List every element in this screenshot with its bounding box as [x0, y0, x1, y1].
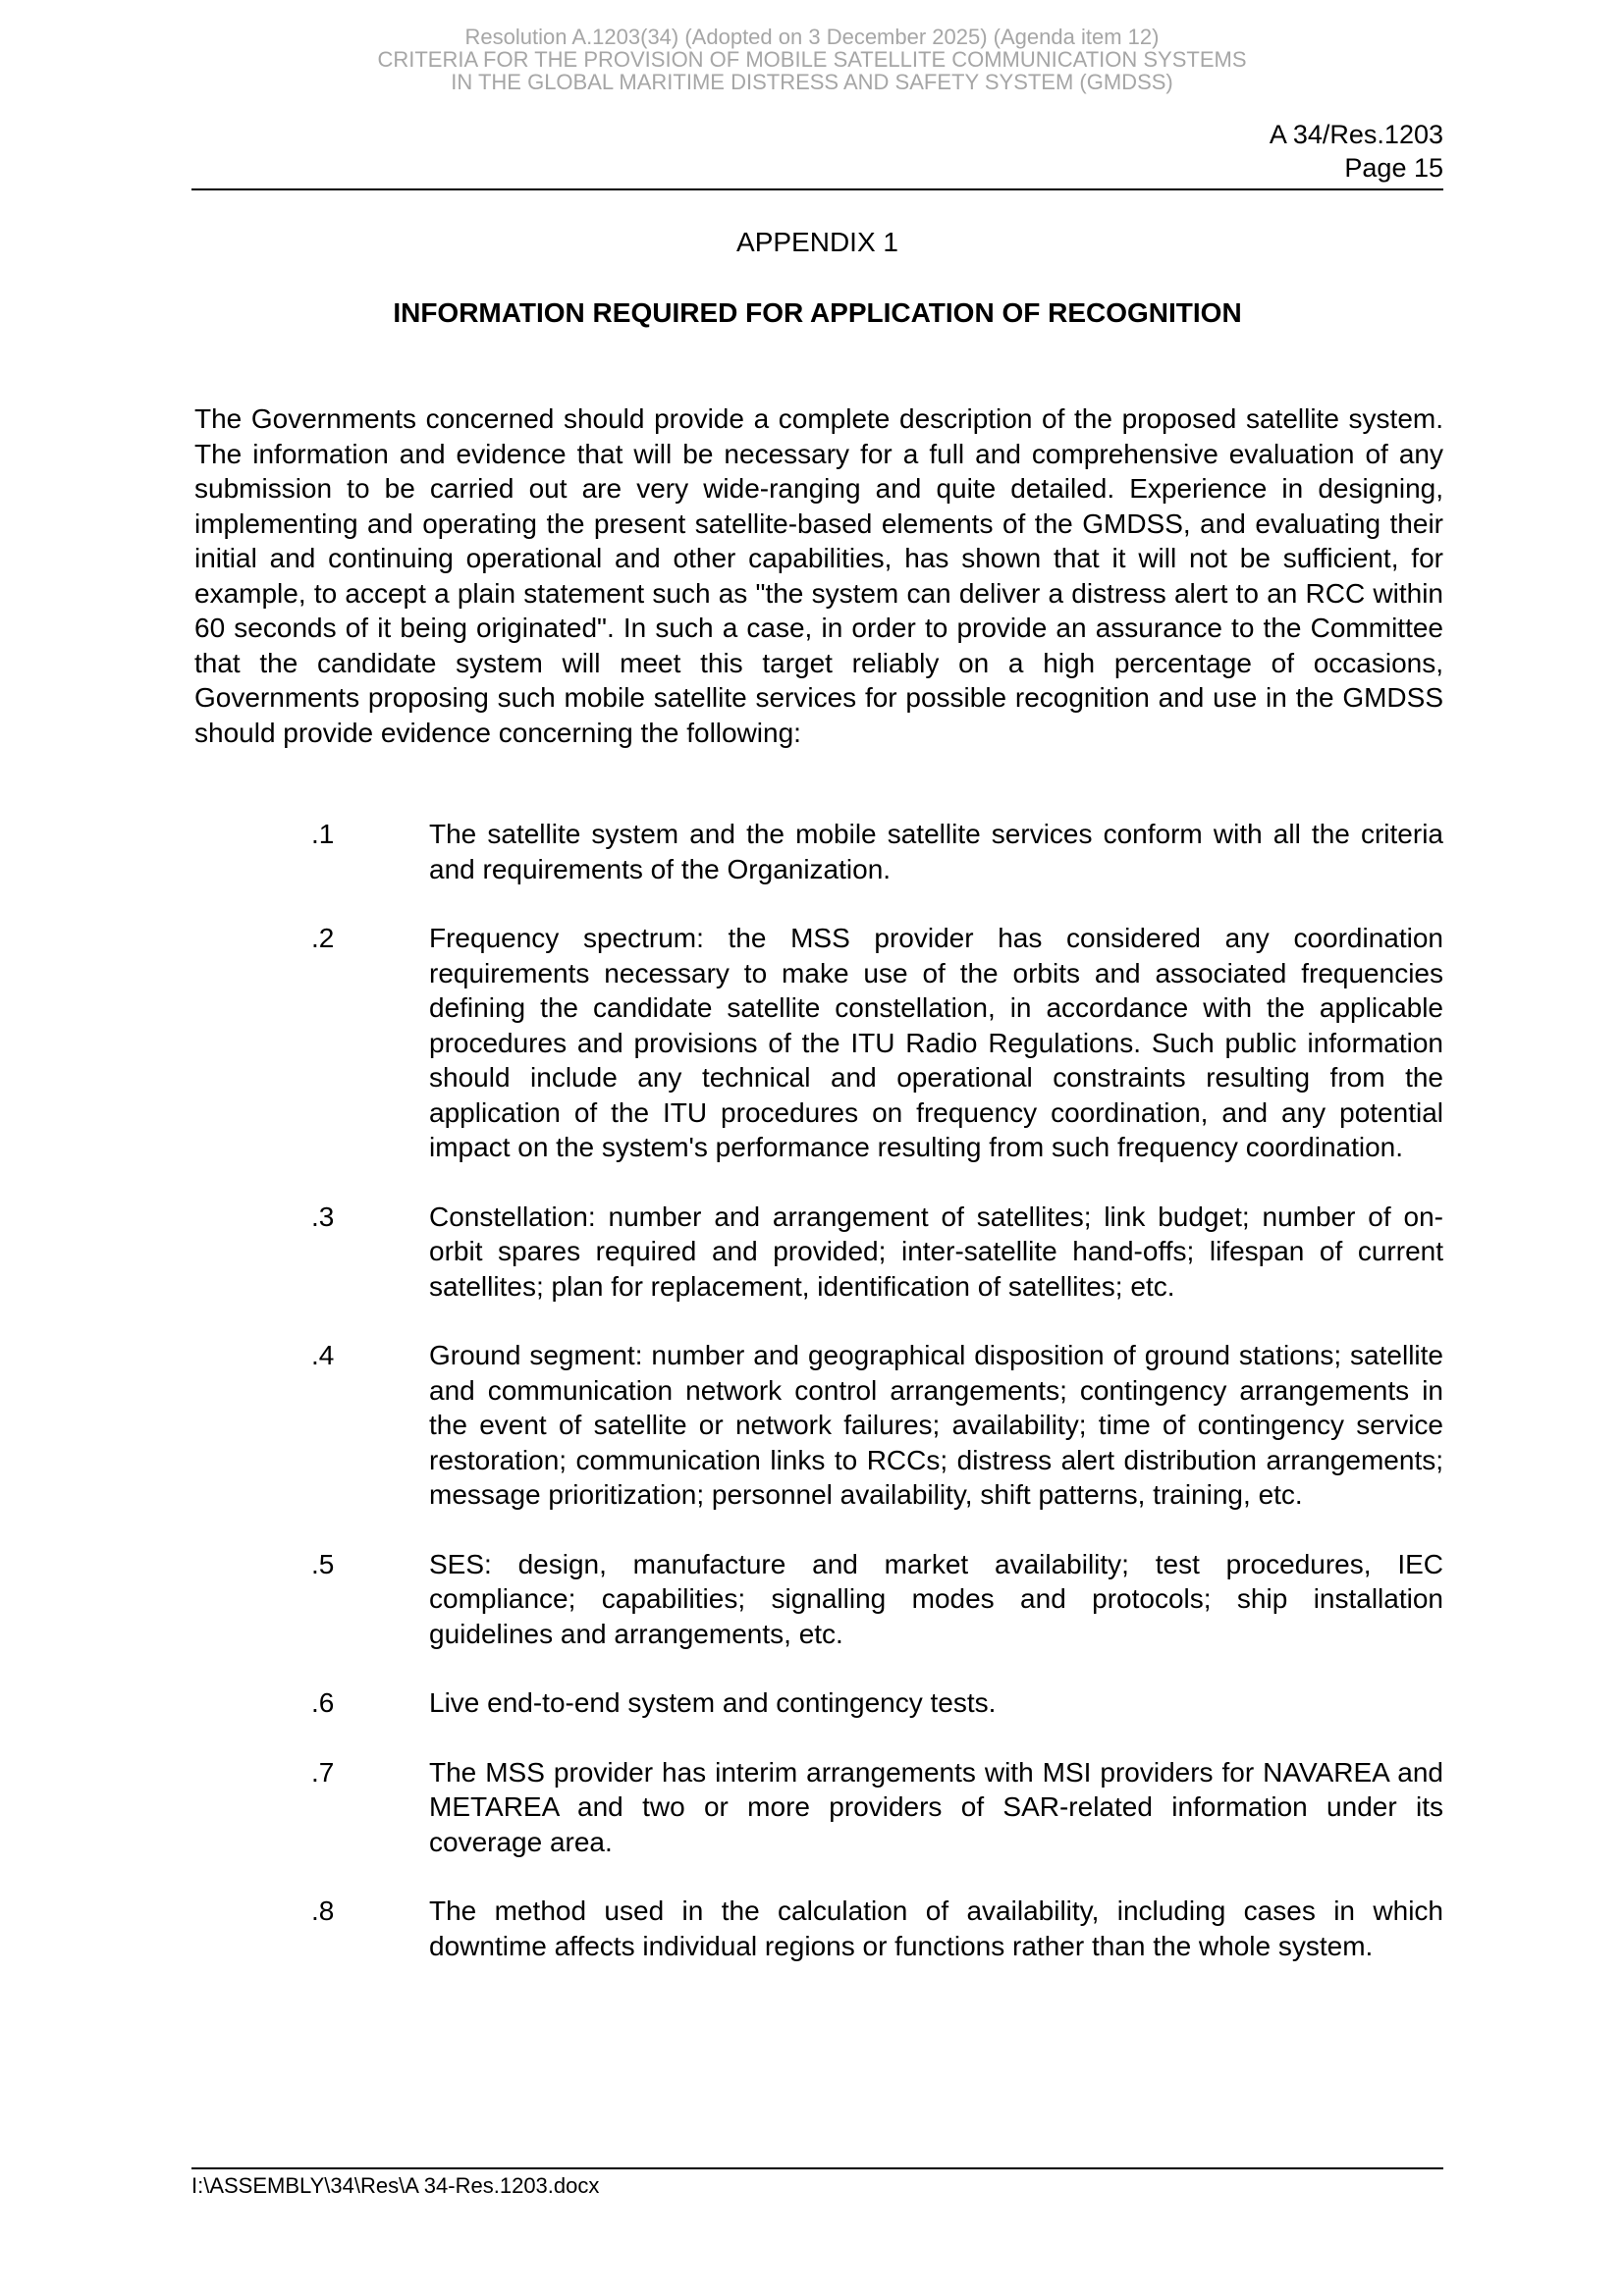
item-text: The MSS provider has interim arrangements with MSI providers for NAVAREA and METAREA and two or more providers of SAR-related information under its coverage area.: [429, 1756, 1443, 1857]
file-path: I:\ASSEMBLY\34\Res\A 34-Res.1203.docx: [191, 2173, 600, 2198]
list-item: [194, 817, 1443, 886]
item-text: Frequency spectrum: the MSS provider has considered any coordination requirements necessary to make use of the orbits and associated frequencies defining the candidate satellite constellation, in accordance with the applicable procedures and provisions of the ITU Radio Regulations. Such public information should include any technical and operational constraints resulting from the application of the ITU procedures on frequency coordination, and any potential impact on the system's performance resulting from such frequency coordination.: [429, 923, 1443, 1162]
document-reference: A 34/Res.1203: [1269, 120, 1443, 149]
intro-paragraph: The Governments concerned should provide a complete description of the proposed satellite system. The information and evidence that will be necessary for a full and comprehensive evaluation of any submission to be carried out are very wide-ranging and quite detailed. Experience in designing, implementing and operating the present satellite-based elements of the GMDSS, and evaluating their initial and continuing operational and other capabilities, has shown that it will not be sufficient, for example, to accept a plain statement such as "the system can deliver a distress alert to an RCC within 60 seconds of it being originated". In such a case, in order to provide an assurance to the Committee that the candidate system will meet this target reliably on a high percentage of occasions, Governments proposing such mobile satellite services for possible recognition and use in the GMDSS should provide evidence concerning the following:: [194, 403, 1443, 748]
item-text: The satellite system and the mobile satellite services conform with all the criteria and requirements of the Organization.: [429, 819, 1443, 884]
footer-divider: [191, 2167, 1443, 2169]
list-item: [194, 1685, 1443, 1721]
watermark-line-1: Resolution A.1203(34) (Adopted on 3 December 2025) (Agenda item 12): [464, 25, 1160, 49]
section-heading: INFORMATION REQUIRED FOR APPLICATION OF RECOGNITION: [393, 297, 1242, 328]
item-number: .4: [311, 1340, 335, 1370]
list-item: [194, 921, 1443, 1165]
list-item: [194, 1338, 1443, 1513]
watermark-line-2: CRITERIA FOR THE PROVISION OF MOBILE SATELLITE COMMUNICATION SYSTEMS: [377, 47, 1247, 72]
item-text: Live end-to-end system and contingency tests.: [429, 1687, 997, 1718]
item-number: .3: [311, 1201, 335, 1232]
appendix-title: APPENDIX 1: [736, 227, 898, 257]
item-text: The method used in the calculation of availability, including cases in which downtime affects individual regions or functions rather than the whole system.: [429, 1896, 1443, 1961]
page-header: [1270, 118, 1443, 185]
item-number: .7: [311, 1756, 335, 1788]
page-number: Page 15: [1344, 153, 1443, 183]
item-text: Constellation: number and arrangement of satellites; link budget; number of on-orbit spares required and provided; inter-satellite hand-offs; lifespan of current satellites; plan for replacement, identification of satellites; etc.: [429, 1201, 1443, 1302]
item-number: .8: [311, 1896, 335, 1926]
watermark-line-3: IN THE GLOBAL MARITIME DISTRESS AND SAFETY SYSTEM (GMDSS): [451, 70, 1173, 94]
list-item: [194, 1200, 1443, 1305]
resolution-watermark: [0, 26, 1624, 93]
header-divider: [191, 188, 1443, 190]
item-number: .6: [311, 1687, 335, 1718]
item-text: Ground segment: number and geographical disposition of ground stations; satellite and communication network control arrangements; contingency arrangements in the event of satellite or network failures; availability; time of contingency service restoration; communication links to RCCs; distress alert distribution arrangements; message prioritization; personnel availability, shift patterns, training, etc.: [429, 1340, 1443, 1510]
list-item: [194, 1755, 1443, 1860]
list-item: [194, 1894, 1443, 1963]
item-text: SES: design, manufacture and market availability; test procedures, IEC compliance; capabilities; signalling modes and protocols; ship installation guidelines and arrangements, etc.: [429, 1548, 1443, 1649]
item-number: .2: [311, 923, 335, 953]
list-item: [194, 1547, 1443, 1652]
requirements-list: [194, 817, 1443, 1998]
item-number: .5: [311, 1548, 335, 1579]
item-number: .1: [311, 819, 335, 849]
